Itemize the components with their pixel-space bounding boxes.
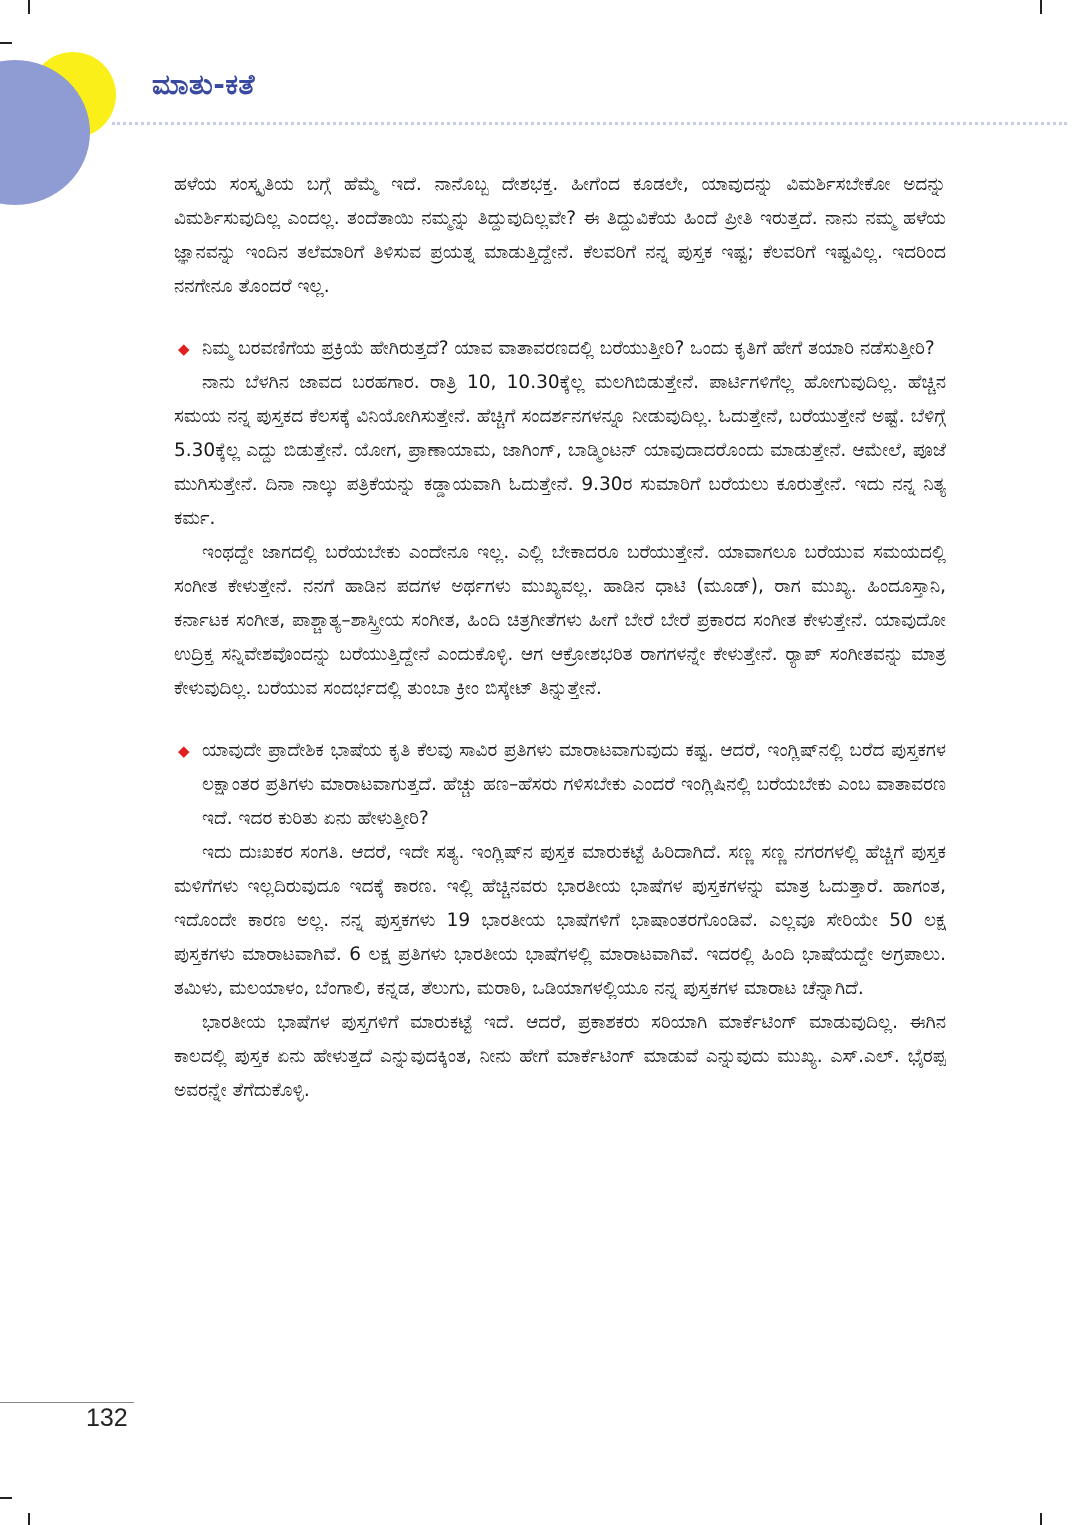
crop-mark (0, 42, 12, 44)
question-1 (174, 332, 946, 366)
footer-rule (0, 1402, 134, 1403)
diamond-bullet-icon: ◆ (178, 340, 190, 358)
diamond-bullet-icon: ◆ (178, 742, 190, 760)
crop-mark (1040, 0, 1042, 14)
answer-2-paragraph-1: ಇದು ದುಃಖಕರ ಸಂಗತಿ. ಆದರೆ, ಇದೇ ಸತ್ಯ. ಇಂಗ್ಲಿಷ್‌ನ ಪುಸ್ತಕ ಮಾರುಕಟ್ಟೆ ಹಿರಿದಾಗಿದೆ. ಸಣ್ಣ ಸಣ್ಣ ನಗರಗಳಲ್ಲಿ ಹೆಚ್ಚಿಗೆ ಪುಸ್ತಕ ಮಳಿಗೆಗಳು ಇಲ್ಲದಿರುವುದೂ ಇದಕ್ಕೆ ಕಾರಣ. ಇಲ್ಲಿ ಹೆಚ್ಚಿನವರು ಭಾರತೀಯ ಭಾಷೆಗಳ ಪುಸ್ತಕಗಳನ್ನು ಮಾತ್ರ ಓದುತ್ತಾರೆ. ಹಾಗಂತ, ಇದೊಂದೇ ಕಾರಣ ಅಲ್ಲ. ನನ್ನ ಪುಸ್ತಕಗಳು 19 ಭಾರತೀಯ ಭಾಷೆಗಳಿಗೆ ಭಾಷಾಂತರಗೊಂಡಿವೆ. ಎಲ್ಲವೂ ಸೇರಿಯೇ 50 ಲಕ್ಷ ಪುಸ್ತಕಗಳು ಮಾರಾಟವಾಗಿವೆ. 6 ಲಕ್ಷ ಪ್ರತಿಗಳು ಭಾರತೀಯ ಭಾಷೆಗಳಲ್ಲಿ ಮಾರಾಟವಾಗಿವೆ. ಇದರಲ್ಲಿ ಹಿಂದಿ ಭಾಷೆಯದ್ದೇ ಅಗ್ರಪಾಲು. ತಮಿಳು, ಮಲಯಾಳಂ, ಬೆಂಗಾಲಿ, ಕನ್ನಡ, ತೆಲುಗು, ಮರಾಠಿ, ಒಡಿಯಾಗಳಲ್ಲಿಯೂ ನನ್ನ ಪುಸ್ತಕಗಳ ಮಾರಾಟ ಚೆನ್ನಾಗಿದೆ. (174, 842, 946, 999)
question-1-text: ನಿಮ್ಮ ಬರವಣಿಗೆಯ ಪ್ರಕ್ರಿಯೆ ಹೇಗಿರುತ್ತದೆ? ಯಾವ ವಾತಾವರಣದಲ್ಲಿ ಬರೆಯುತ್ತೀರಿ? ಒಂದು ಕೃತಿಗೆ ಹೇಗೆ ತಯಾರಿ ನಡೆಸುತ್ತೀರಿ? (202, 338, 935, 359)
crop-mark (28, 1513, 30, 1525)
section-title: ಮಾತು-ಕತೆ (152, 68, 255, 101)
answer-2-paragraph-2: ಭಾರತೀಯ ಭಾಷೆಗಳ ಪುಸ್ತಗಳಿಗೆ ಮಾರುಕಟ್ಟೆ ಇದೆ. ಆದರೆ, ಪ್ರಕಾಶಕರು ಸರಿಯಾಗಿ ಮಾರ್ಕೆಟಿಂಗ್ ಮಾಡುವುದಿಲ್ಲ. ಈಗಿನ ಕಾಲದಲ್ಲಿ ಪುಸ್ತಕ ಏನು ಹೇಳುತ್ತದೆ ಎನ್ನುವುದಕ್ಕಿಂತ, ನೀನು ಹೇಗೆ ಮಾರ್ಕೆಟಿಂಗ್ ಮಾಡುವೆ ಎನ್ನುವುದು ಮುಖ್ಯ. ಎಸ್.ಎಲ್. ಭೈರಪ್ಪ ಅವರನ್ನೇ ತೆಗೆದುಕೊಳ್ಳಿ. (174, 1012, 946, 1101)
crop-mark (0, 1497, 12, 1499)
header-dotted-divider (112, 122, 1067, 125)
question-2-text: ಯಾವುದೇ ಪ್ರಾದೇಶಿಕ ಭಾಷೆಯ ಕೃತಿ ಕೆಲವು ಸಾವಿರ ಪ್ರತಿಗಳು ಮಾರಾಟವಾಗುವುದು ಕಷ್ಟ. ಆದರೆ, ಇಂಗ್ಲಿಷ್‌ನಲ್ಲಿ ಬರೆದ ಪುಸ್ತಕಗಳ ಲಕ್ಷಾಂತರ ಪ್ರತಿಗಳು ಮಾರಾಟವಾಗುತ್ತದೆ. ಹೆಚ್ಚು ಹಣ–ಹೆಸರು ಗಳಿಸಬೇಕು ಎಂದರೆ ಇಂಗ್ಲಿಷಿನಲ್ಲಿ ಬರೆಯಬೇಕು ಎಂಬ ವಾತಾವರಣ ಇದೆ. ಇದರ ಕುರಿತು ಏನು ಹೇಳುತ್ತೀರಿ? (202, 740, 946, 829)
crop-mark (28, 0, 30, 14)
intro-paragraph: ಹಳೆಯ ಸಂಸ್ಕೃತಿಯ ಬಗ್ಗೆ ಹೆಮ್ಮೆ ಇದೆ. ನಾನೊಬ್ಬ ದೇಶಭಕ್ತ. ಹೀಗೆಂದ ಕೂಡಲೇ, ಯಾವುದನ್ನು ವಿಮರ್ಶಿಸಬೇಕೋ ಅದನ್ನು ವಿಮರ್ಶಿಸುವುದಿಲ್ಲ ಎಂದಲ್ಲ. ತಂದೆತಾಯಿ ನಮ್ಮನ್ನು ತಿದ್ದುವುದಿಲ್ಲವೇ? ಈ ತಿದ್ದುವಿಕೆಯ ಹಿಂದೆ ಪ್ರೀತಿ ಇರುತ್ತದೆ. ನಾನು ನಮ್ಮ ಹಳೆಯ ಜ್ಞಾನವನ್ನು ಇಂದಿನ ತಲೆಮಾರಿಗೆ ತಿಳಿಸುವ ಪ್ರಯತ್ನ ಮಾಡುತ್ತಿದ್ದೇನೆ. ಕೆಲವರಿಗೆ ನನ್ನ ಪುಸ್ತಕ ಇಷ್ಟ; ಕೆಲವರಿಗೆ ಇಷ್ಟವಿಲ್ಲ. ಇದರಿಂದ ನನಗೇನೂ ತೊಂದರೆ ಇಲ್ಲ. (174, 174, 946, 297)
answer-1-paragraph-2: ಇಂಥದ್ದೇ ಜಾಗದಲ್ಲಿ ಬರೆಯಬೇಕು ಎಂದೇನೂ ಇಲ್ಲ. ಎಲ್ಲಿ ಬೇಕಾದರೂ ಬರೆಯುತ್ತೇನೆ. ಯಾವಾಗಲೂ ಬರೆಯುವ ಸಮಯದಲ್ಲಿ ಸಂಗೀತ ಕೇಳುತ್ತೇನೆ. ನನಗೆ ಹಾಡಿನ ಪದಗಳ ಅರ್ಥಗಳು ಮುಖ್ಯವಲ್ಲ. ಹಾಡಿನ ಧಾಟಿ (ಮೂಡ್), ರಾಗ ಮುಖ್ಯ. ಹಿಂದೂಸ್ತಾನಿ, ಕರ್ನಾಟಕ ಸಂಗೀತ, ಪಾಶ್ಚಾತ್ಯ–ಶಾಸ್ತ್ರೀಯ ಸಂಗೀತ, ಹಿಂದಿ ಚಿತ್ರಗೀತೆಗಳು ಹೀಗೆ ಬೇರೆ ಬೇರೆ ಪ್ರಕಾರದ ಸಂಗೀತ ಕೇಳುತ್ತೇನೆ. ಯಾವುದೋ ಉದ್ರಿಕ್ತ ಸನ್ನಿವೇಶವೊಂದನ್ನು ಬರೆಯುತ್ತಿದ್ದೇನೆ ಎಂದುಕೊಳ್ಳಿ. ಆಗ ಆಕ್ರೋಶಭರಿತ ರಾಗಗಳನ್ನೇ ಕೇಳುತ್ತೇನೆ. ರ್‍ಯಾಪ್ ಸಂಗೀತವನ್ನು ಮಾತ್ರ ಕೇಳುವುದಿಲ್ಲ. ಬರೆಯುವ ಸಂದರ್ಭದಲ್ಲಿ ತುಂಬಾ ಕ್ರೀಂ ಬಿಸ್ಕೇಟ್ ತಿನ್ನುತ್ತೇನೆ. (174, 542, 946, 699)
article-body (174, 168, 946, 1108)
page-number: 132 (86, 1404, 128, 1432)
answer-1-paragraph-1: ನಾನು ಬೆಳಗಿನ ಜಾವದ ಬರಹಗಾರ. ರಾತ್ರಿ 10, 10.30ಕ್ಕೆಲ್ಲ ಮಲಗಿಬಿಡುತ್ತೇನೆ. ಪಾರ್ಟಿಗಳಿಗೆಲ್ಲ ಹೋಗುವುದಿಲ್ಲ. ಹೆಚ್ಚಿನ ಸಮಯ ನನ್ನ ಪುಸ್ತಕದ ಕೆಲಸಕ್ಕೆ ವಿನಿಯೋಗಿಸುತ್ತೇನೆ. ಹೆಚ್ಚಿಗೆ ಸಂದರ್ಶನಗಳನ್ನೂ ನೀಡುವುದಿಲ್ಲ. ಓದುತ್ತೇನೆ, ಬರೆಯುತ್ತೇನೆ ಅಷ್ಟೆ. ಬೆಳಿಗ್ಗೆ 5.30ಕ್ಕೆಲ್ಲ ಎದ್ದು ಬಿಡುತ್ತೇನೆ. ಯೋಗ, ಪ್ರಾಣಾಯಾಮ, ಜಾಗಿಂಗ್, ಬಾಡ್ಮಿಂಟನ್ ಯಾವುದಾದರೊಂದು ಮಾಡುತ್ತೇನೆ. ಆಮೇಲೆ, ಪೂಜೆ ಮುಗಿಸುತ್ತೇನೆ. ದಿನಾ ನಾಲ್ಕು ಪತ್ರಿಕೆಯನ್ನು ಕಡ್ಡಾಯವಾಗಿ ಓದುತ್ತೇನೆ. 9.30ರ ಸುಮಾರಿಗೆ ಬರೆಯಲು ಕೂರುತ್ತೇನೆ. ಇದು ನನ್ನ ನಿತ್ಯ ಕರ್ಮ. (174, 372, 946, 529)
question-2 (174, 734, 946, 836)
crop-mark (1040, 1513, 1042, 1525)
